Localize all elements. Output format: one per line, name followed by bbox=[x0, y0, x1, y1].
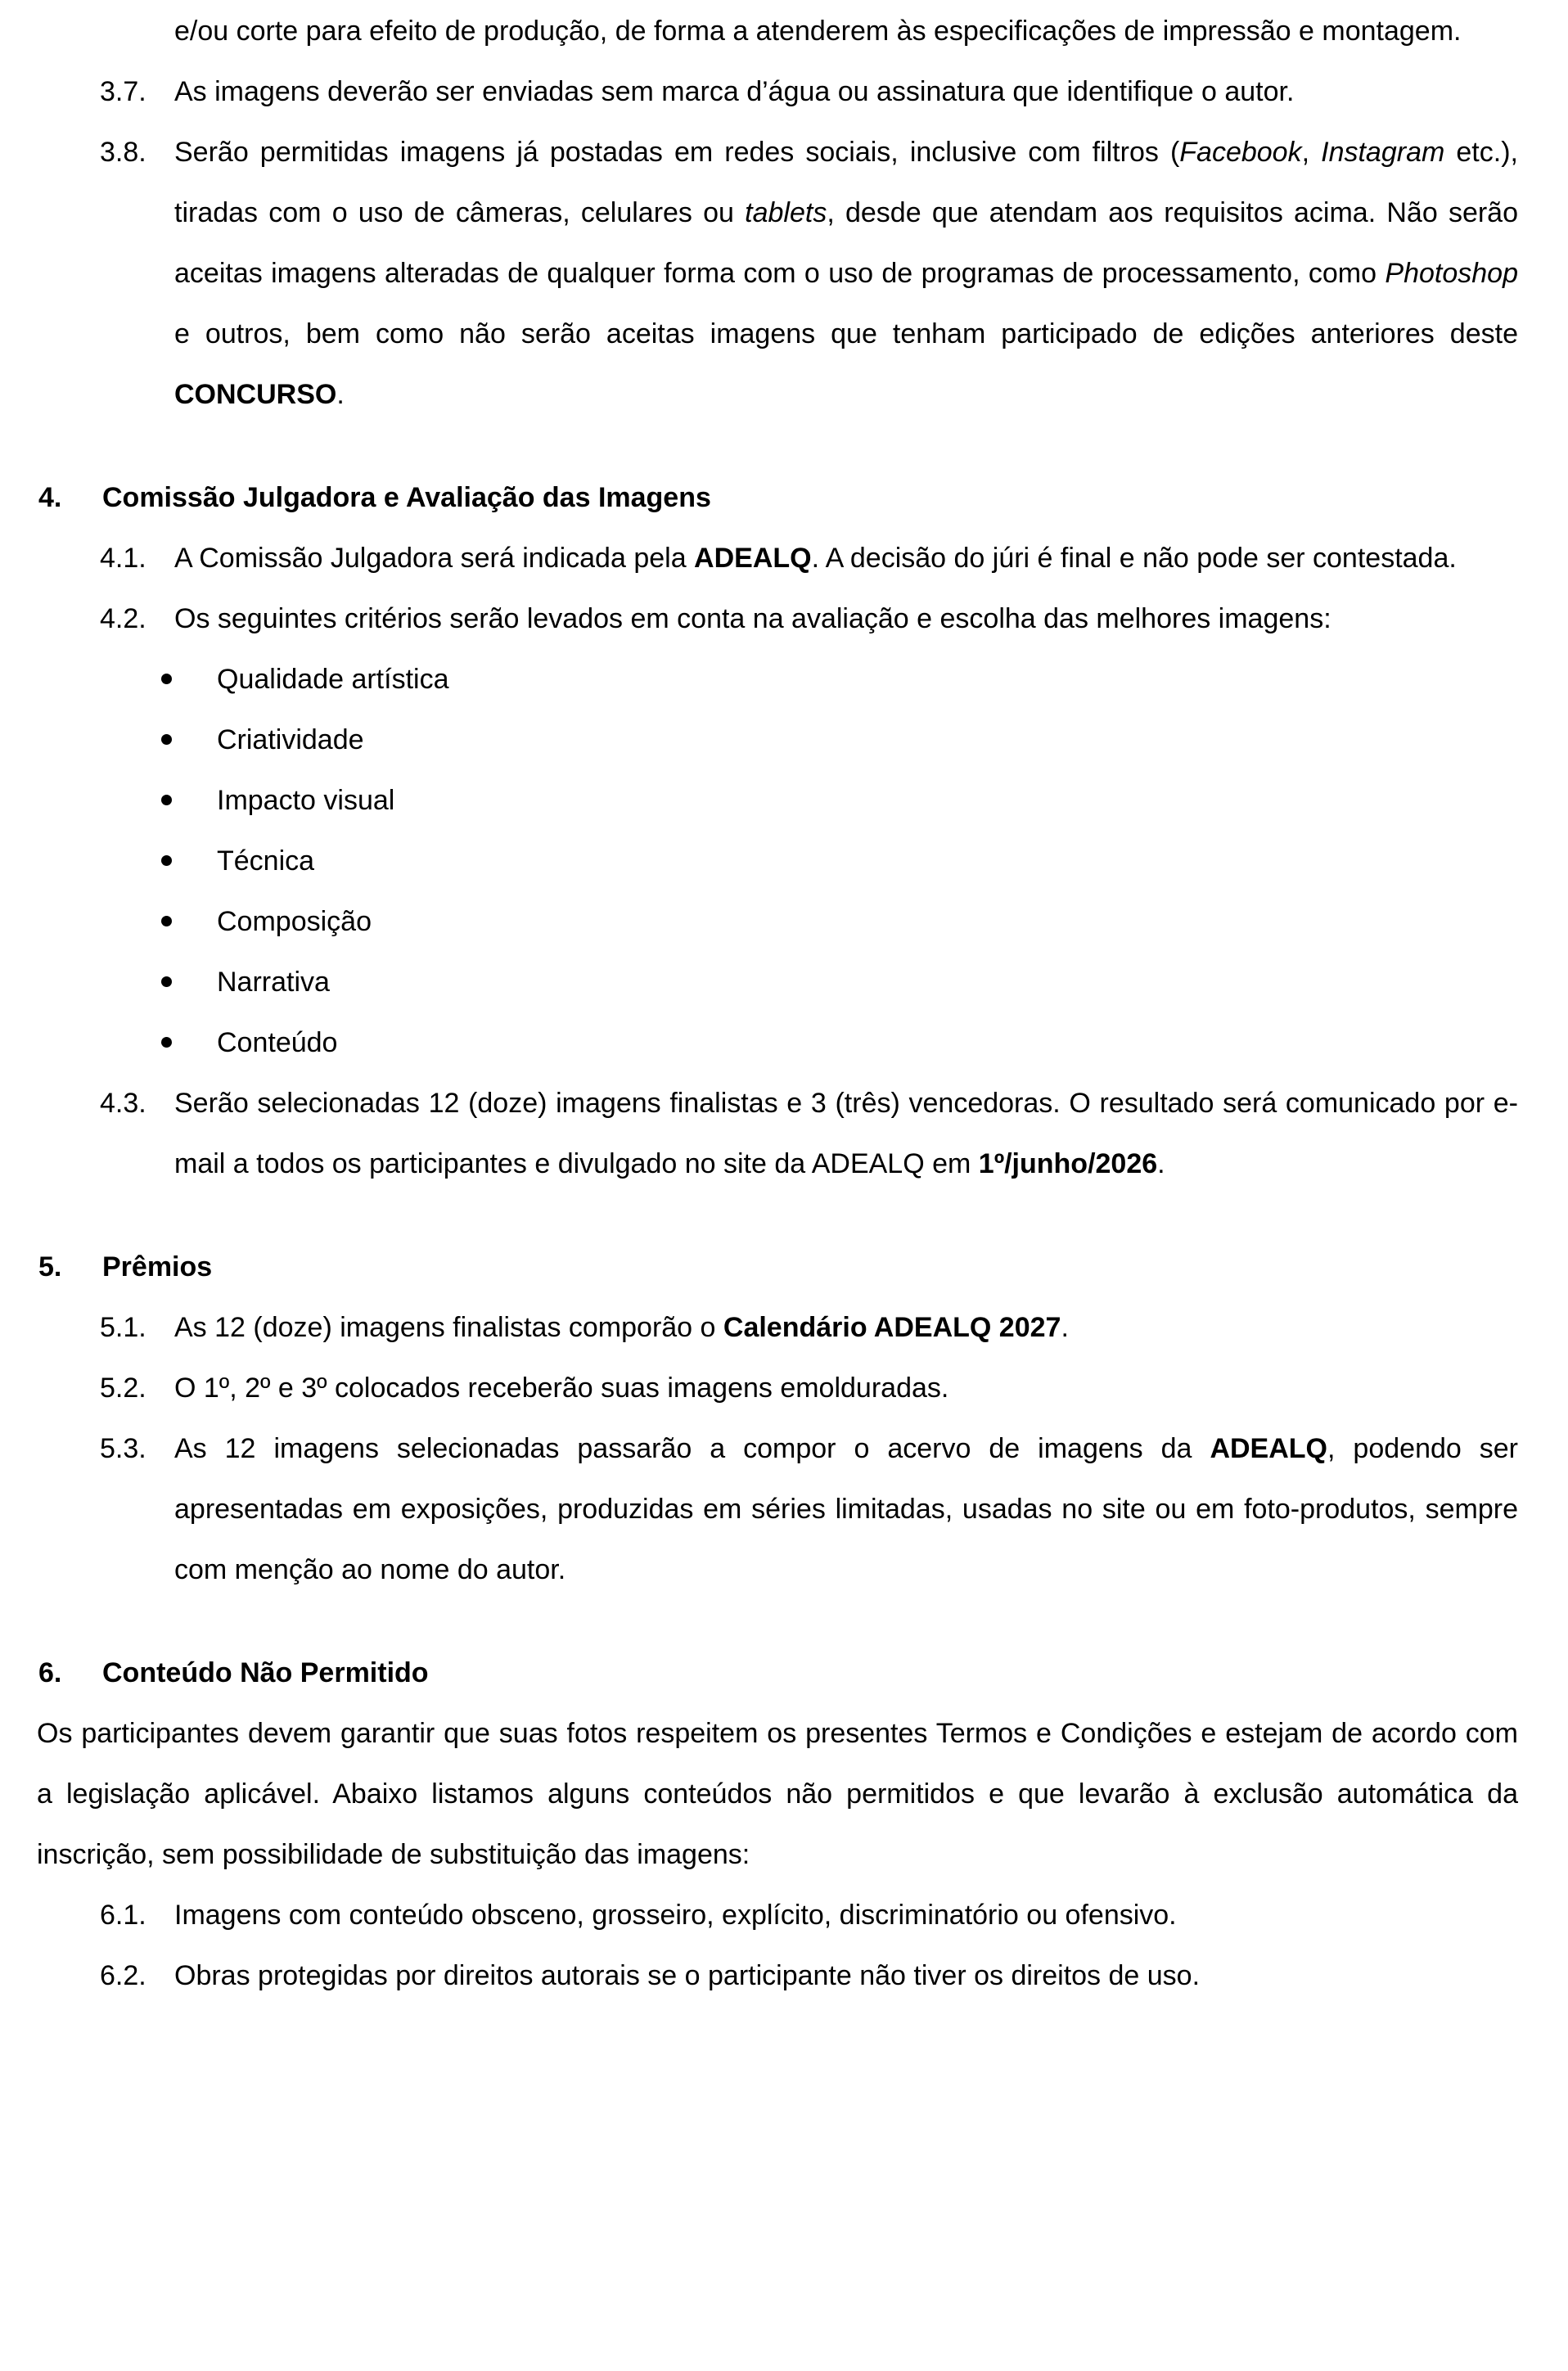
list-item-3-7 bbox=[0, 61, 1518, 122]
section-heading-4 bbox=[0, 467, 1568, 528]
item-text: As 12 imagens selecionadas passarão a compor o acervo de imagens da bbox=[174, 1433, 1210, 1464]
list-item-5-2 bbox=[0, 1358, 1518, 1418]
section-title: Prêmios bbox=[102, 1251, 213, 1282]
item-text: Os seguintes critérios serão levados em conta na avaliação e escolha das melhores imagens: bbox=[174, 603, 1331, 634]
bullet-item bbox=[0, 710, 1568, 770]
item-text: . A decisão do júri é final e não pode ser contestada. bbox=[811, 543, 1457, 574]
bullet-icon bbox=[161, 674, 172, 684]
section-title: Conteúdo Não Permitido bbox=[102, 1657, 429, 1688]
paragraph-continuation bbox=[174, 1, 1518, 61]
bullet-icon bbox=[161, 1037, 172, 1048]
item-text-bold: 1º/junho/2026 bbox=[978, 1148, 1158, 1179]
item-text: A Comissão Julgadora será indicada pela bbox=[174, 543, 695, 574]
item-text: Imagens com conteúdo obsceno, grosseiro, explícito, discriminatório ou ofensivo. bbox=[174, 1900, 1177, 1931]
item-number: 3.8. bbox=[100, 137, 146, 168]
item-number: 4.3. bbox=[100, 1088, 146, 1119]
bullet-text: Qualidade artística bbox=[217, 664, 449, 695]
item-text: As imagens deverão ser enviadas sem marca d’água ou assinatura que identifique o autor. bbox=[174, 76, 1295, 107]
bullet-text: Conteúdo bbox=[217, 1027, 338, 1058]
section-heading-5 bbox=[0, 1237, 1568, 1297]
bullet-text: Composição bbox=[217, 906, 372, 937]
item-text-bold: ADEALQ bbox=[694, 543, 812, 574]
bullet-text: Impacto visual bbox=[217, 785, 395, 816]
bullet-item bbox=[0, 952, 1568, 1012]
item-text-italic: tablets bbox=[745, 197, 827, 228]
section-number: 5. bbox=[38, 1251, 62, 1282]
bullet-item bbox=[0, 1012, 1568, 1073]
item-text: . bbox=[1157, 1148, 1165, 1179]
list-item-4-3 bbox=[0, 1073, 1518, 1194]
item-text: , bbox=[1301, 137, 1322, 168]
item-text: etc.), tiradas com o uso de câmeras, celulares ou bbox=[174, 137, 1518, 228]
list-item-5-1 bbox=[0, 1297, 1518, 1358]
item-text: , desde que atendam aos requisitos acima. Não serão aceitas imagens alteradas de qualquer forma com o uso de programas de processamento, como bbox=[174, 197, 1518, 289]
item-number: 5.3. bbox=[100, 1433, 146, 1464]
item-text-italic: Instagram bbox=[1321, 137, 1445, 168]
item-text-bold: Calendário ADEALQ 2027 bbox=[723, 1312, 1061, 1343]
item-number: 4.1. bbox=[100, 543, 146, 574]
item-text: . bbox=[336, 379, 345, 410]
bullet-icon bbox=[161, 734, 172, 745]
item-number: 6.1. bbox=[100, 1900, 146, 1931]
paragraph-text: Os participantes devem garantir que suas fotos respeitem os presentes Termos e Condições e estejam de acordo com a legislação aplicável. Abaixo listamos alguns conteúdos não permitidos e que levarão à exclusão automática da inscrição, sem possibilidade de substituição das imagens: bbox=[37, 1718, 1518, 1870]
paragraph-text: e/ou corte para efeito de produção, de forma a atenderem às especificações de impressão e montagem. bbox=[174, 16, 1462, 47]
bullet-text: Criatividade bbox=[217, 724, 364, 755]
section-number: 6. bbox=[38, 1657, 62, 1688]
bullet-item bbox=[0, 649, 1568, 710]
list-item-4-2 bbox=[0, 588, 1518, 649]
list-item-5-3 bbox=[0, 1418, 1518, 1600]
item-number: 3.7. bbox=[100, 76, 146, 107]
item-text-italic: Photoshop bbox=[1385, 258, 1518, 289]
paragraph bbox=[37, 1703, 1518, 1885]
bullet-icon bbox=[161, 976, 172, 987]
section-heading-6 bbox=[0, 1643, 1568, 1703]
item-number: 6.2. bbox=[100, 1960, 146, 1991]
item-text: Serão permitidas imagens já postadas em redes sociais, inclusive com filtros ( bbox=[174, 137, 1180, 168]
item-text-bold: ADEALQ bbox=[1210, 1433, 1328, 1464]
item-text-bold: CONCURSO bbox=[174, 379, 337, 410]
item-text: As 12 (doze) imagens finalistas comporão o bbox=[174, 1312, 723, 1343]
bullet-icon bbox=[161, 795, 172, 805]
list-item-3-8 bbox=[0, 122, 1518, 425]
list-item-6-1 bbox=[0, 1885, 1518, 1945]
item-text: Serão selecionadas 12 (doze) imagens finalistas e 3 (três) vencedoras. O resultado será comunicado por e-mail a todos os participantes e divulgado no site da ADEALQ em bbox=[174, 1088, 1518, 1179]
bullet-item bbox=[0, 831, 1568, 891]
bullet-text: Narrativa bbox=[217, 967, 330, 998]
item-text: . bbox=[1061, 1312, 1069, 1343]
bullet-item bbox=[0, 770, 1568, 831]
item-text-italic: Facebook bbox=[1179, 137, 1302, 168]
section-title: Comissão Julgadora e Avaliação das Imagens bbox=[102, 482, 711, 513]
item-number: 5.2. bbox=[100, 1373, 146, 1404]
bullet-icon bbox=[161, 855, 172, 866]
list-item-4-1 bbox=[0, 528, 1518, 588]
item-text: , podendo ser apresentadas em exposições, produzidas em séries limitadas, usadas no site ou em foto-produtos, sempre com menção ao nome do autor. bbox=[174, 1433, 1519, 1585]
bullet-text: Técnica bbox=[217, 845, 315, 877]
bullet-icon bbox=[161, 916, 172, 926]
item-text: Obras protegidas por direitos autorais se o participante não tiver os direitos de uso. bbox=[174, 1960, 1201, 1991]
list-item-6-2 bbox=[0, 1945, 1518, 2006]
section-number: 4. bbox=[38, 482, 62, 513]
item-text: O 1º, 2º e 3º colocados receberão suas imagens emolduradas. bbox=[174, 1373, 949, 1404]
item-text: e outros, bem como não serão aceitas imagens que tenham participado de edições anteriores deste bbox=[174, 318, 1518, 349]
item-number: 5.1. bbox=[100, 1312, 146, 1343]
bullet-item bbox=[0, 891, 1568, 952]
item-number: 4.2. bbox=[100, 603, 146, 634]
